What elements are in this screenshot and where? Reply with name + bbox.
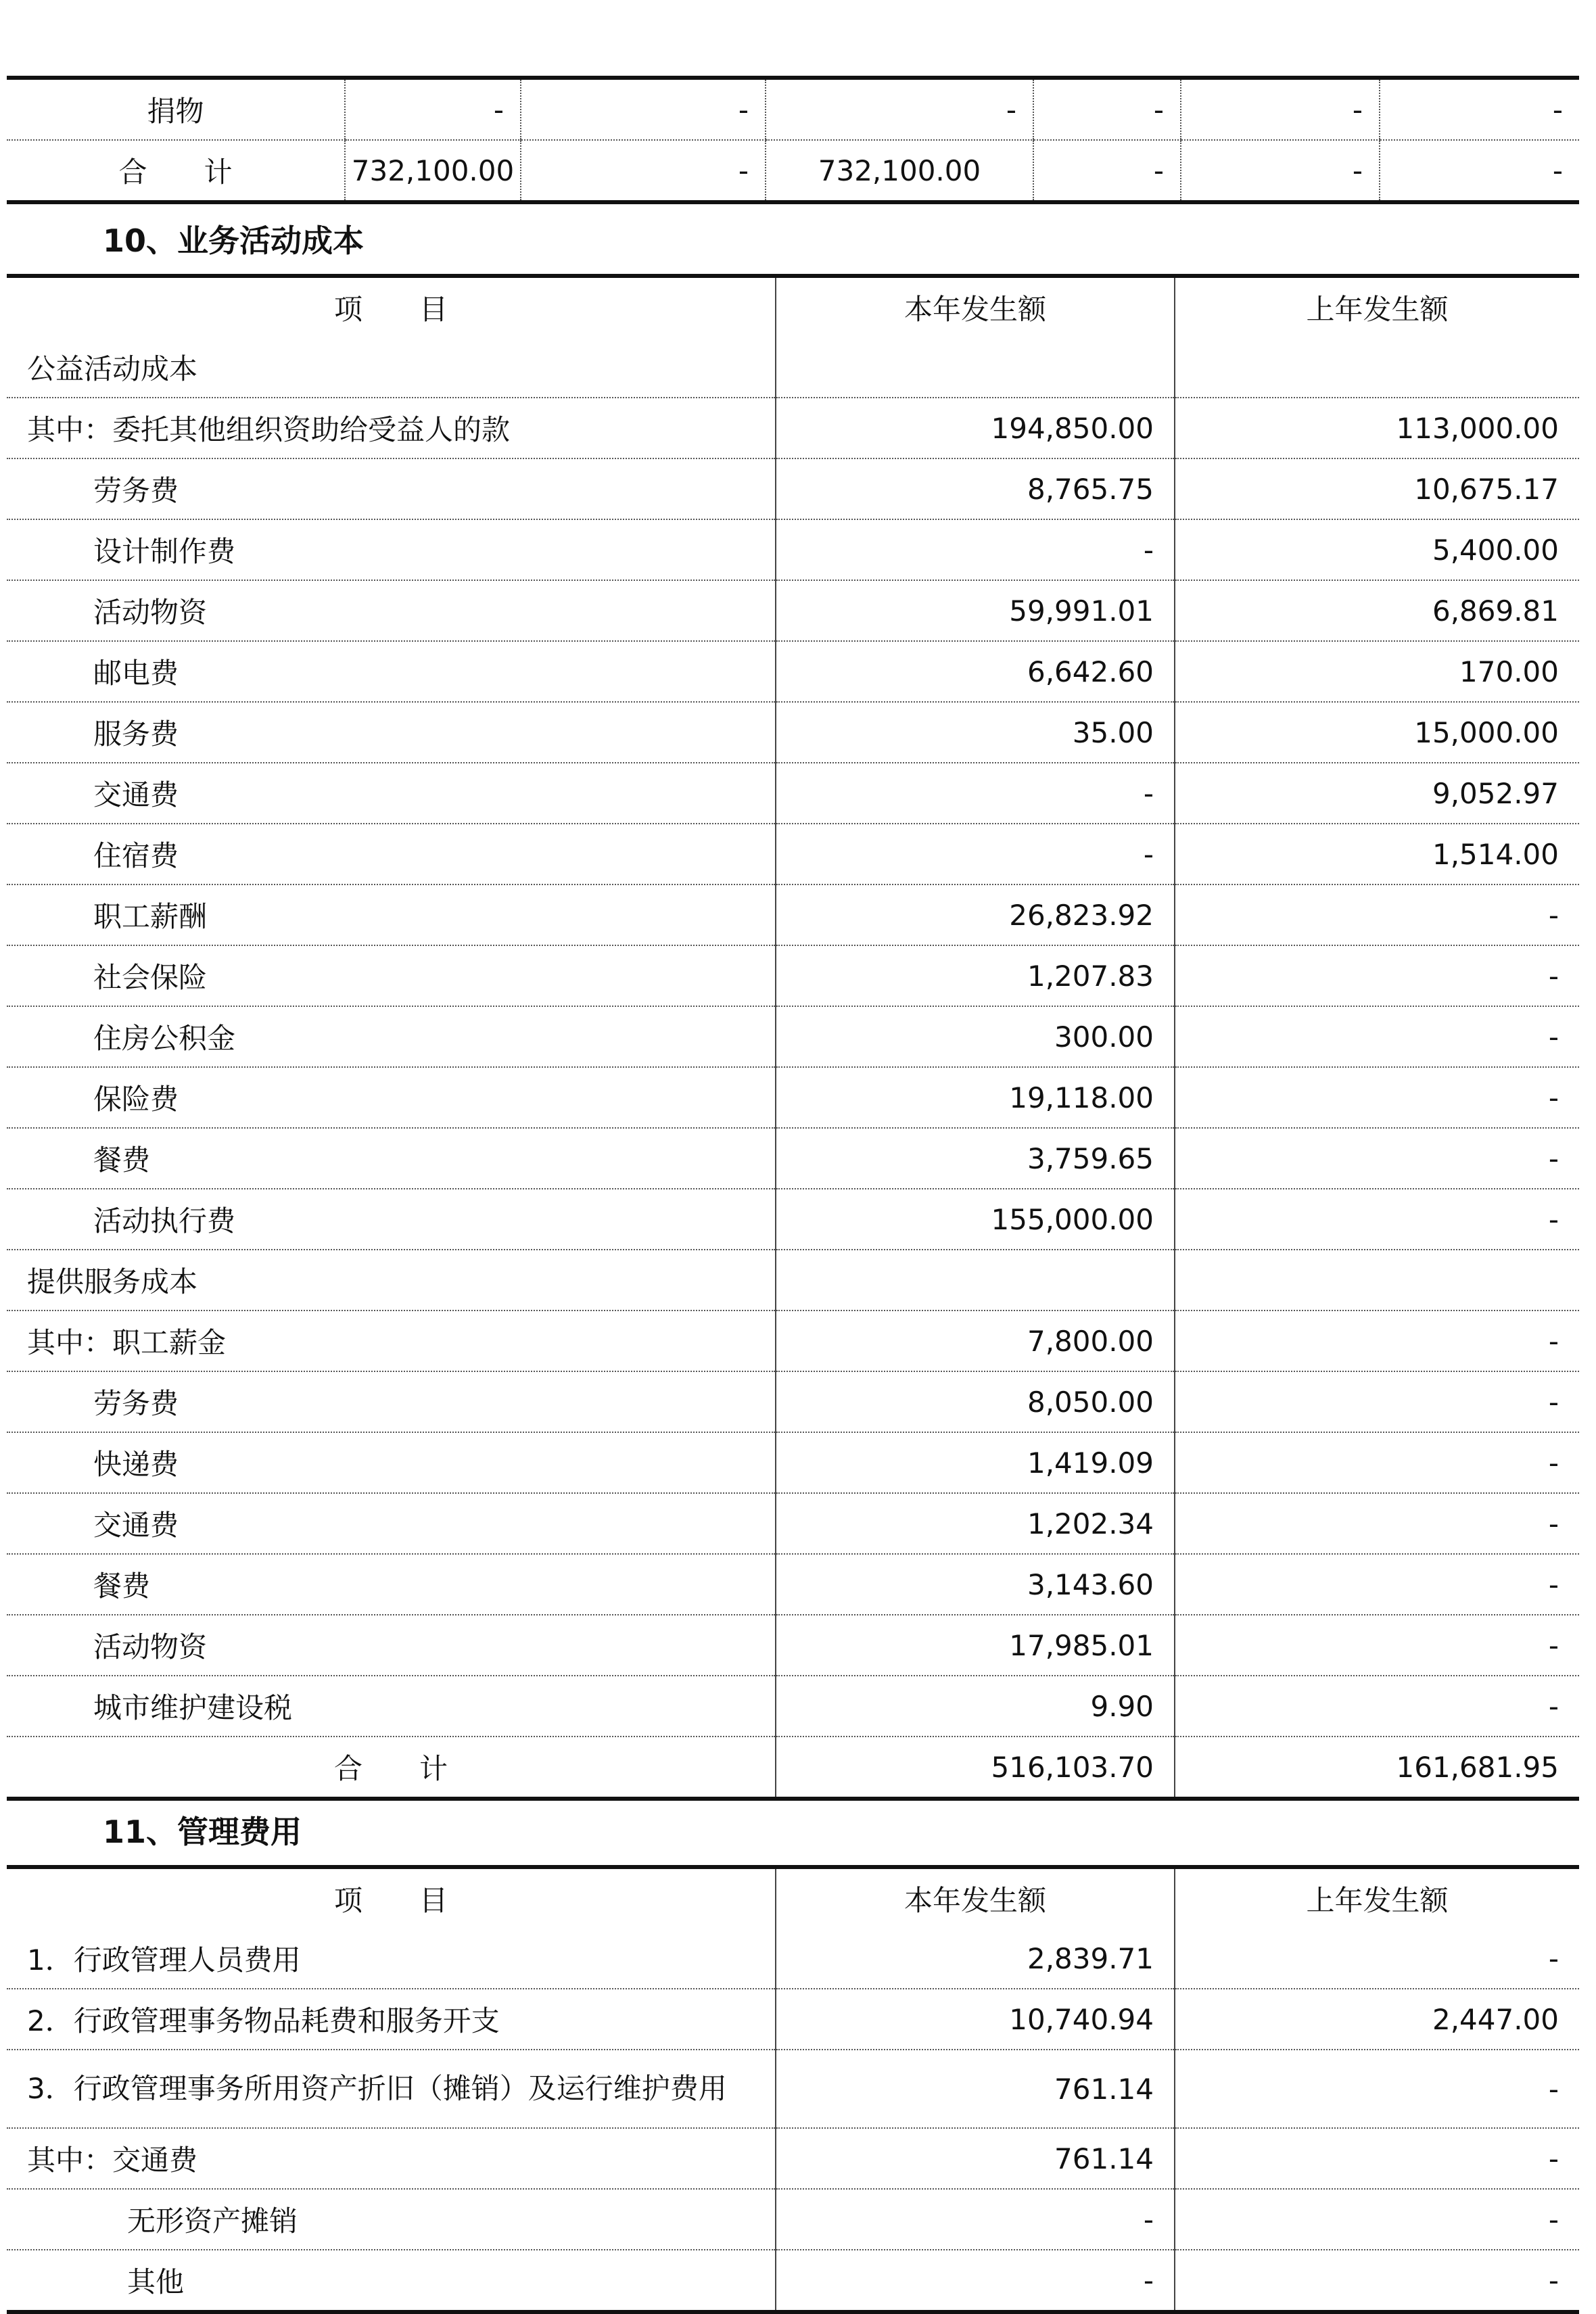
current-year-amount: 516,103.70 bbox=[776, 1737, 1175, 1799]
current-year-amount: 2,839.71 bbox=[776, 1929, 1175, 1989]
previous-year-amount: - bbox=[1175, 1128, 1579, 1189]
row-label: 其中：职工薪金 bbox=[7, 1311, 776, 1371]
previous-year-amount: - bbox=[1175, 1554, 1579, 1615]
table-row bbox=[7, 945, 1579, 1006]
previous-year-amount: - bbox=[1175, 2189, 1579, 2250]
row-label: 活动执行费 bbox=[7, 1189, 776, 1250]
previous-year-amount: 5,400.00 bbox=[1175, 519, 1579, 580]
table-row bbox=[7, 2050, 1579, 2128]
cell-value: - bbox=[1181, 140, 1380, 202]
previous-year-amount: 10,675.17 bbox=[1175, 458, 1579, 519]
table-row bbox=[7, 1006, 1579, 1067]
previous-year-amount: 6,869.81 bbox=[1175, 580, 1579, 641]
current-year-amount: 300.00 bbox=[776, 1006, 1175, 1067]
section-title-business-cost: 10、业务活动成本 bbox=[103, 222, 365, 259]
previous-year-amount: 15,000.00 bbox=[1175, 702, 1579, 763]
table-row bbox=[7, 1989, 1579, 2050]
column-header-previous: 上年发生额 bbox=[1175, 276, 1579, 337]
current-year-amount: 155,000.00 bbox=[776, 1189, 1175, 1250]
cell-value: - bbox=[345, 78, 521, 140]
table-row bbox=[7, 580, 1579, 641]
row-label: 其中：交通费 bbox=[7, 2128, 776, 2189]
previous-year-amount: - bbox=[1175, 1067, 1579, 1128]
table-row bbox=[7, 1493, 1579, 1554]
current-year-amount: 3,759.65 bbox=[776, 1128, 1175, 1189]
row-label: 活动物资 bbox=[7, 580, 776, 641]
current-year-amount: 761.14 bbox=[776, 2128, 1175, 2189]
previous-year-amount: 113,000.00 bbox=[1175, 398, 1579, 458]
current-year-amount: 8,050.00 bbox=[776, 1371, 1175, 1432]
row-label: 交通费 bbox=[7, 763, 776, 824]
current-year-amount: - bbox=[776, 824, 1175, 884]
current-year-amount: 9.90 bbox=[776, 1676, 1175, 1737]
row-label: 餐费 bbox=[7, 1128, 776, 1189]
cell-value: - bbox=[521, 140, 766, 202]
table-row bbox=[7, 2128, 1579, 2189]
current-year-amount: 19,118.00 bbox=[776, 1067, 1175, 1128]
business-cost-body bbox=[7, 337, 1579, 1799]
cell-value: - bbox=[1033, 78, 1181, 140]
current-year-amount: 17,985.01 bbox=[776, 1615, 1175, 1676]
previous-year-amount: - bbox=[1175, 1432, 1579, 1493]
row-label: 劳务费 bbox=[7, 458, 776, 519]
table-row bbox=[7, 78, 1579, 140]
previous-year-amount: 1,514.00 bbox=[1175, 824, 1579, 884]
row-label: 服务费 bbox=[7, 702, 776, 763]
donation-table-fragment bbox=[7, 76, 1579, 204]
current-year-amount: 1,202.34 bbox=[776, 1493, 1175, 1554]
previous-year-amount: - bbox=[1175, 1615, 1579, 1676]
table-row bbox=[7, 702, 1579, 763]
previous-year-amount: - bbox=[1175, 1493, 1579, 1554]
table-row bbox=[7, 2250, 1579, 2312]
table-header-row bbox=[7, 1867, 1579, 1929]
current-year-amount: 10,740.94 bbox=[776, 1989, 1175, 2050]
row-label: 保险费 bbox=[7, 1067, 776, 1128]
previous-year-amount: 9,052.97 bbox=[1175, 763, 1579, 824]
table-row bbox=[7, 398, 1579, 458]
row-label: 无形资产摊销 bbox=[7, 2189, 776, 2250]
column-header-previous: 上年发生额 bbox=[1175, 1867, 1579, 1929]
previous-year-amount: - bbox=[1175, 884, 1579, 945]
admin-expense-body bbox=[7, 1929, 1579, 2312]
previous-year-amount: - bbox=[1175, 1676, 1579, 1737]
business-cost-table bbox=[7, 274, 1579, 1801]
previous-year-amount: - bbox=[1175, 945, 1579, 1006]
previous-year-amount bbox=[1175, 337, 1579, 398]
row-label: 住宿费 bbox=[7, 824, 776, 884]
previous-year-amount bbox=[1175, 1250, 1579, 1311]
row-label: 其中：委托其他组织资助给受益人的款 bbox=[7, 398, 776, 458]
row-label: 1．行政管理人员费用 bbox=[7, 1929, 776, 1989]
table-row bbox=[7, 1929, 1579, 1989]
previous-year-amount: 161,681.95 bbox=[1175, 1737, 1579, 1799]
current-year-amount: 7,800.00 bbox=[776, 1311, 1175, 1371]
row-label: 2．行政管理事务物品耗费和服务开支 bbox=[7, 1989, 776, 2050]
cell-value: - bbox=[521, 78, 766, 140]
table-row bbox=[7, 140, 1579, 202]
table-row bbox=[7, 1432, 1579, 1493]
table-row bbox=[7, 1371, 1579, 1432]
previous-year-amount: - bbox=[1175, 1311, 1579, 1371]
current-year-amount: 35.00 bbox=[776, 702, 1175, 763]
row-label: 合 计 bbox=[118, 156, 233, 189]
table-row bbox=[7, 1128, 1579, 1189]
table-row bbox=[7, 824, 1579, 884]
table-row bbox=[7, 1615, 1579, 1676]
column-header-current: 本年发生额 bbox=[776, 276, 1175, 337]
row-label: 城市维护建设税 bbox=[7, 1676, 776, 1737]
current-year-amount: 1,419.09 bbox=[776, 1432, 1175, 1493]
row-label: 合 计 bbox=[333, 1752, 448, 1785]
row-label: 劳务费 bbox=[7, 1371, 776, 1432]
previous-year-amount: - bbox=[1175, 1006, 1579, 1067]
previous-year-amount: - bbox=[1175, 1371, 1579, 1432]
current-year-amount: 26,823.92 bbox=[776, 884, 1175, 945]
table-row bbox=[7, 1311, 1579, 1371]
table-row bbox=[7, 1067, 1579, 1128]
row-label: 设计制作费 bbox=[7, 519, 776, 580]
table-header-row bbox=[7, 276, 1579, 337]
table-row bbox=[7, 1189, 1579, 1250]
previous-year-amount: 170.00 bbox=[1175, 641, 1579, 702]
current-year-amount: - bbox=[776, 2250, 1175, 2312]
section-title-admin-expense: 11、管理费用 bbox=[103, 1814, 302, 1850]
current-year-amount: 59,991.01 bbox=[776, 580, 1175, 641]
table-row bbox=[7, 1250, 1579, 1311]
table-row bbox=[7, 1676, 1579, 1737]
column-header-current: 本年发生额 bbox=[776, 1867, 1175, 1929]
current-year-amount: 761.14 bbox=[776, 2050, 1175, 2128]
column-header-item: 项 目 bbox=[333, 1884, 448, 1917]
current-year-amount: 194,850.00 bbox=[776, 398, 1175, 458]
cell-value: - bbox=[766, 78, 1033, 140]
row-label: 提供服务成本 bbox=[7, 1250, 776, 1311]
row-label: 公益活动成本 bbox=[7, 337, 776, 398]
table-row bbox=[7, 458, 1579, 519]
current-year-amount: 8,765.75 bbox=[776, 458, 1175, 519]
table-row bbox=[7, 1737, 1579, 1799]
cell-value: 732,100.00 bbox=[345, 140, 521, 202]
current-year-amount bbox=[776, 1250, 1175, 1311]
column-header-item: 项 目 bbox=[333, 293, 448, 326]
row-label: 活动物资 bbox=[7, 1615, 776, 1676]
row-label: 餐费 bbox=[7, 1554, 776, 1615]
cell-value: - bbox=[1033, 140, 1181, 202]
row-label: 3．行政管理事务所用资产折旧（摊销）及运行维护费用 bbox=[7, 2050, 776, 2128]
current-year-amount: - bbox=[776, 2189, 1175, 2250]
previous-year-amount: - bbox=[1175, 1189, 1579, 1250]
row-label: 其他 bbox=[127, 2265, 185, 2298]
row-label: 快递费 bbox=[7, 1432, 776, 1493]
table-row bbox=[7, 1554, 1579, 1615]
previous-year-amount: 2,447.00 bbox=[1175, 1989, 1579, 2050]
current-year-amount: 6,642.60 bbox=[776, 641, 1175, 702]
table-row bbox=[7, 884, 1579, 945]
row-label: 住房公积金 bbox=[7, 1006, 776, 1067]
cell-value: 732,100.00 bbox=[766, 140, 1033, 202]
current-year-amount: 3,143.60 bbox=[776, 1554, 1175, 1615]
previous-year-amount: - bbox=[1175, 2050, 1579, 2128]
current-year-amount: - bbox=[776, 519, 1175, 580]
table-row bbox=[7, 519, 1579, 580]
current-year-amount bbox=[776, 337, 1175, 398]
table-row bbox=[7, 2189, 1579, 2250]
table-row bbox=[7, 641, 1579, 702]
row-label: 社会保险 bbox=[7, 945, 776, 1006]
cell-value: - bbox=[1380, 140, 1579, 202]
cell-value: - bbox=[1181, 78, 1380, 140]
previous-year-amount: - bbox=[1175, 1929, 1579, 1989]
row-label: 交通费 bbox=[7, 1493, 776, 1554]
admin-expense-table bbox=[7, 1865, 1579, 2314]
current-year-amount: - bbox=[776, 763, 1175, 824]
row-label: 邮电费 bbox=[7, 641, 776, 702]
row-label: 职工薪酬 bbox=[7, 884, 776, 945]
previous-year-amount: - bbox=[1175, 2128, 1579, 2189]
row-label: 捐物 bbox=[7, 78, 345, 140]
cell-value: - bbox=[1380, 78, 1579, 140]
table-row bbox=[7, 337, 1579, 398]
previous-year-amount: - bbox=[1175, 2250, 1579, 2312]
current-year-amount: 1,207.83 bbox=[776, 945, 1175, 1006]
table-row bbox=[7, 763, 1579, 824]
